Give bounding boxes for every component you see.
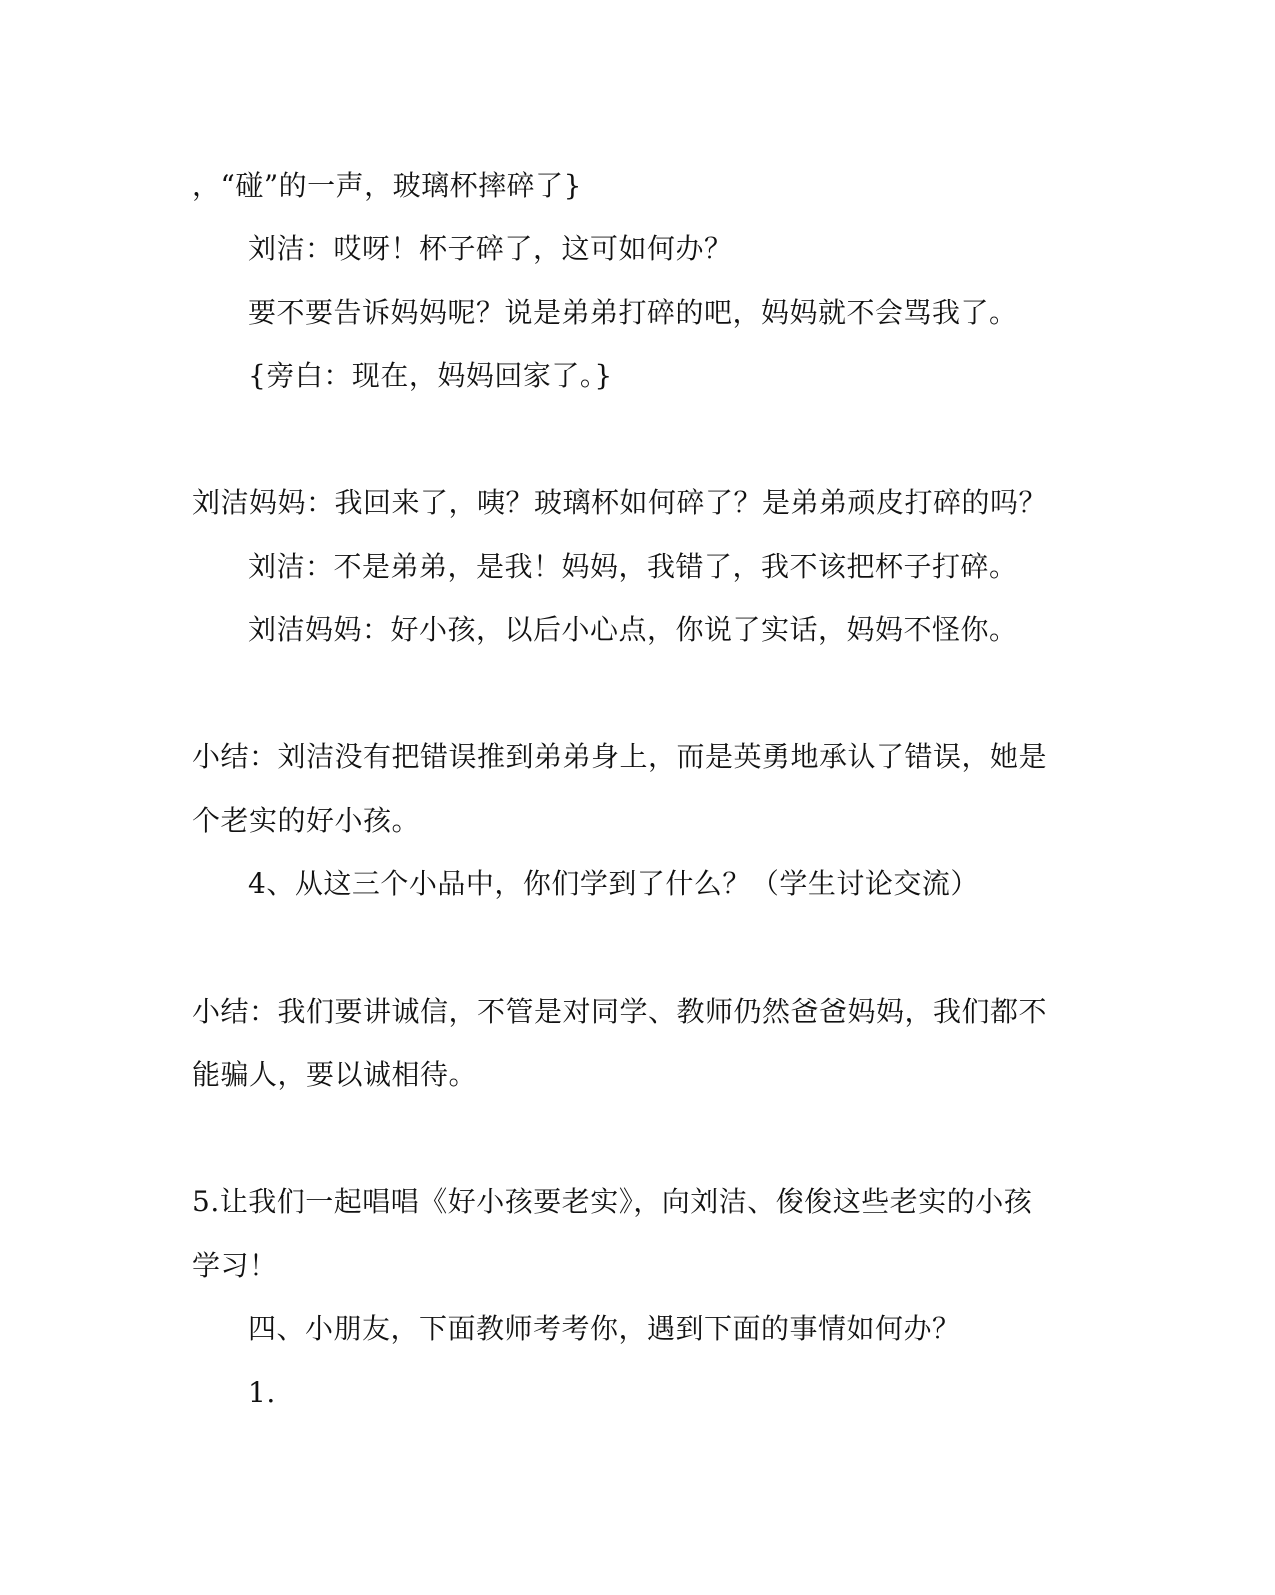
section-heading: 四、小朋友，下面教师考考你，遇到下面的事情如何办？ <box>248 1312 961 1345</box>
dialogue-line: 刘洁：不是弟弟，是我！妈妈，我错了，我不该把杯子打碎。 <box>248 550 1018 583</box>
text-line: ，“碰”的一声，玻璃杯摔碎了} <box>192 169 582 202</box>
list-item-number: 1. <box>248 1376 276 1409</box>
question-line: 4、从这三个小品中，你们学到了什么？（学生讨论交流） <box>248 867 979 900</box>
summary-line: 小结：我们要讲诚信，不管是对同学、教师仍然爸爸妈妈，我们都不 <box>192 995 1048 1028</box>
summary-line: 小结：刘洁没有把错误推到弟弟身上，而是英勇地承认了错误，她是 <box>192 740 1048 773</box>
narration-line: {旁白：现在，妈妈回家了。} <box>248 359 613 392</box>
dialogue-line: 刘洁妈妈：好小孩，以后小心点，你说了实话，妈妈不怪你。 <box>248 613 1018 646</box>
activity-line: 学习！ <box>192 1249 278 1282</box>
summary-line: 个老实的好小孩。 <box>192 804 421 837</box>
text-line: 要不要告诉妈妈呢？说是弟弟打碎的吧，妈妈就不会骂我了。 <box>248 296 1018 329</box>
dialogue-line: 刘洁妈妈：我回来了，咦？玻璃杯如何碎了？是弟弟顽皮打碎的吗？ <box>192 486 1048 519</box>
activity-line: 5.让我们一起唱唱《好小孩要老实》，向刘洁、俊俊这些老实的小孩 <box>192 1185 1033 1218</box>
summary-line: 能骗人，要以诚相待。 <box>192 1058 478 1091</box>
dialogue-line: 刘洁：哎呀！杯子碎了，这可如何办？ <box>248 232 733 265</box>
